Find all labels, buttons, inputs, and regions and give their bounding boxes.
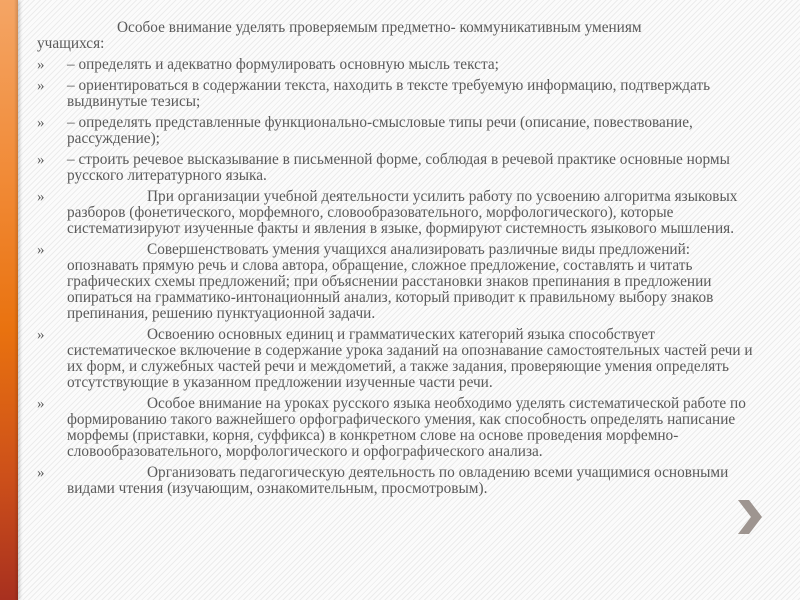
bullet-icon: »	[37, 189, 45, 205]
bullet-icon: »	[37, 57, 45, 73]
list-item	[37, 152, 762, 184]
list-item	[37, 465, 762, 497]
intro-text: Особое внимание уделять проверяемым предметно- коммуникативным умениям	[117, 19, 642, 36]
bullet-icon: »	[37, 78, 45, 94]
list-item	[37, 327, 762, 391]
slide-body	[37, 20, 762, 502]
accent-side-bar	[0, 0, 18, 600]
list-item	[37, 57, 762, 73]
bullet-icon: »	[37, 327, 45, 343]
list-item-text: Совершенствовать умения учащихся анализировать различные виды предложений: опознавать прямую речь и слова автора, обращение, сложное предложение, составлять и читать графических схемы предложений; при объяснении расстановки знаков препинания в предложении опираться на грамматико-интонационный анализ, который приводит к правильному выбору знаков препинания, решению пунктуационной задачи.	[67, 241, 714, 322]
list-item	[37, 189, 762, 237]
list-item-text: Организовать педагогическую деятельность по овладению всеми учащимися основными видами чтения (изучающим, ознакомительным, просмотровым).	[67, 464, 729, 497]
list-item	[37, 78, 762, 110]
list-item-text: – строить речевое высказывание в письменной форме, соблюдая в речевой практике основные нормы русского литературного языка.	[67, 151, 730, 184]
list-item-text: – определять и адекватно формулировать основную мысль текста;	[67, 56, 499, 73]
list-item-text: – ориентироваться в содержании текста, находить в тексте требуемую информацию, подтверждать выдвинутые тезисы;	[67, 77, 711, 110]
list-item-text: Освоению основных единиц и грамматических категорий языка способствует систематическое включение в содержание урока заданий на опознавание самостоятельных частей речи и их форм, и служебных частей речи и междометий, а также задания, проверяющие умения определять отсутствующие в указанном предложении изученные части речи.	[67, 326, 753, 391]
list-item	[37, 115, 762, 147]
list-item-text: – определять представленные функционально-смысловые типы речи (описание, повествование, рассуждение);	[67, 114, 693, 147]
intro-continuation: учащихся:	[37, 35, 105, 52]
chevron-right-icon	[738, 500, 764, 534]
bullet-icon: »	[37, 396, 45, 412]
bullet-icon: »	[37, 152, 45, 168]
bullet-icon: »	[37, 115, 45, 131]
list-item	[37, 242, 762, 322]
bullet-icon: »	[37, 465, 45, 481]
bullet-icon: »	[37, 242, 45, 258]
list-item-text: Особое внимание на уроках русского языка необходимо уделять систематической работе по формированию такого важнейшего орфографического умения, как способность определять написание морфемы (приставки, корня, суффикса) в конкретном слове на основе проведения морфемно-словообразовательного, морфологического и орфографического анализа.	[67, 395, 746, 460]
list-item-text: При организации учебной деятельности усилить работу по усвоению алгоритма языковых разборов (фонетического, морфемного, словообразовательного, морфологического), которые систематизируют изученные факты и явления в языке, формируют системность языкового мышления.	[67, 188, 738, 237]
next-slide-button[interactable]	[738, 500, 764, 534]
intro-paragraph	[37, 20, 762, 52]
list-item	[37, 396, 762, 460]
